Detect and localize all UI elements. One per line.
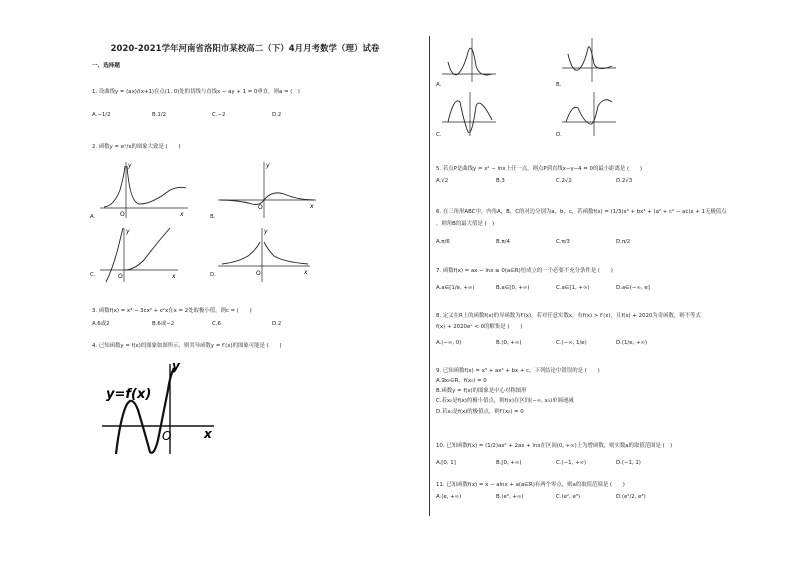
q9-option-d: D.若x₀是f(x)的极值点，则f′(x₀) = 0 bbox=[436, 409, 524, 415]
question-8-stem-cont: f(x) + 2020eˣ < 0的解集是 ( ) bbox=[436, 324, 523, 330]
question-5-stem: 5. 若点P是曲线y = x² − lnx上任一点，则点P到直线x−y−4 = 0的最小距离是 ( ) bbox=[436, 166, 643, 172]
x-label: x bbox=[310, 203, 314, 210]
x-label: x bbox=[172, 273, 176, 280]
q5-option-d: D.2√3 bbox=[616, 178, 633, 184]
function-label: y=f(x) bbox=[106, 387, 152, 402]
curve bbox=[220, 193, 314, 205]
q5-option-a: A.√2 bbox=[436, 178, 449, 184]
q11-option-d: D.(e²/2, e³) bbox=[616, 494, 646, 500]
question-10-stem: 10. 已知函数f(x) = (1/2)ax² + 2ax + lnx在区间(0, +∞)上为增函数，则实数a的取值范围是 ( ) bbox=[436, 443, 673, 449]
q8-option-b: B.(0, +∞) bbox=[496, 340, 522, 346]
question-2-stem: 2. 函数y = eˣ/x的图象大致是 ( ) bbox=[92, 144, 181, 150]
q3-option-a: A.6或2 bbox=[92, 321, 110, 327]
question-1-stem: 1. 设曲线y = (ax)/(x+1)在点(1, 0)处的切线与直线x − ay + 1 = 0垂直，则a = ( ) bbox=[92, 89, 300, 95]
q4-label-a: A. bbox=[436, 82, 442, 88]
q2-graph-d bbox=[218, 226, 318, 282]
curve-left bbox=[222, 242, 260, 264]
section-heading: 一、选择题 bbox=[92, 63, 120, 69]
q4-label-b: B. bbox=[556, 82, 562, 88]
q1-option-d: D.2 bbox=[272, 112, 282, 118]
curve-left bbox=[104, 166, 125, 207]
q7-option-b: B.a∈[0, +∞) bbox=[496, 285, 530, 291]
q11-option-b: B.(e², +∞) bbox=[496, 494, 524, 500]
q6-option-d: D.π/2 bbox=[616, 239, 631, 245]
q2-label-a: A. bbox=[90, 214, 96, 220]
origin-label: O bbox=[120, 211, 125, 218]
q9-option-a: A.∃x₀∈R，f(x₀) = 0 bbox=[436, 378, 487, 384]
q2-graph-c bbox=[100, 226, 190, 282]
q2-graph-a bbox=[100, 160, 190, 218]
q10-option-d: D.(−1, 1) bbox=[616, 460, 641, 466]
q8-option-a: A.(−∞, 0) bbox=[436, 340, 462, 346]
q5-option-c: C.2√2 bbox=[556, 178, 572, 184]
q6-option-c: C.π/3 bbox=[556, 239, 570, 245]
q1-option-c: C.−2 bbox=[212, 112, 226, 118]
x-label: x bbox=[304, 269, 308, 276]
q4-graph-c bbox=[442, 92, 498, 136]
q11-option-a: A.(e, +∞) bbox=[436, 494, 462, 500]
question-11-stem: 11. 已知函数f(x) = x − alnx + a(a∈R)有两个零点，则a的取值范围是 ( ) bbox=[436, 482, 625, 488]
q3-option-c: C.6 bbox=[212, 321, 221, 327]
curve bbox=[566, 100, 612, 124]
origin-label: O bbox=[258, 204, 263, 211]
question-7-stem: 7. 函数f(x) = ax − lnx ≥ 0(a∈R)恒成立的一个必要不充分条件是 ( ) bbox=[436, 268, 613, 274]
origin-label: O bbox=[256, 270, 261, 277]
question-9-stem: 9. 已知函数f(x) = x³ + ax² + bx + c，下列结论中错误的是 ( ) bbox=[436, 368, 600, 374]
question-4-stem: 4. 已知函数y = f(x)的图象如图所示，则其导函数y = f′(x)的图象可能是 ( ) bbox=[92, 343, 282, 349]
y-label: y bbox=[128, 162, 132, 169]
q11-option-c: C.(e², e³) bbox=[556, 494, 581, 500]
q7-option-d: D.a∈(−∞, e] bbox=[616, 285, 650, 291]
q7-option-a: A.a∈[1/e, +∞) bbox=[436, 285, 475, 291]
q2-label-c: C. bbox=[90, 272, 96, 278]
q2-label-b: B. bbox=[210, 214, 216, 220]
curve bbox=[448, 48, 492, 75]
y-label: y bbox=[264, 228, 268, 235]
q4-label-c: C. bbox=[436, 132, 442, 138]
y-label: y bbox=[126, 228, 130, 235]
question-6-stem-cont: ，则角B的最大值是 ( ) bbox=[436, 221, 495, 227]
exam-title: 2020-2021学年河南省洛阳市某校高二（下）4月月考数学（理）试卷 bbox=[110, 43, 380, 53]
question-6-stem: 6. 在三角形ABC中，内角A，B，C的对边分别为a，b，c，若函数f(x) = (1/3)x³ + bx² + (a² + c² − ac)x + 1无极值点 bbox=[436, 209, 727, 215]
curve-right bbox=[127, 166, 186, 204]
q5-option-b: B.3 bbox=[496, 178, 505, 184]
q1-option-b: B.1/2 bbox=[152, 112, 167, 118]
q7-option-c: C.a∈[1, +∞) bbox=[556, 285, 590, 291]
q10-option-a: A.[0, 1] bbox=[436, 460, 456, 466]
curve-right bbox=[264, 242, 308, 264]
q2-graph-b bbox=[218, 160, 318, 218]
q3-option-b: B.6或−2 bbox=[152, 321, 175, 327]
q2-label-d: D. bbox=[210, 272, 216, 278]
q1-option-a: A.−1/2 bbox=[92, 112, 111, 118]
question-3-stem: 3. 函数f(x) = x³ − 3cx² + c²x在x = 2处取极小值，则c = ( ) bbox=[92, 308, 252, 314]
q4-figure bbox=[100, 360, 220, 456]
column-divider bbox=[429, 36, 430, 516]
origin-label: O bbox=[162, 429, 172, 443]
y-label: y bbox=[266, 162, 270, 169]
curve-right bbox=[125, 228, 170, 270]
q4-graph-a bbox=[442, 38, 498, 82]
q9-option-c: C.若x₀是f(x)的极小值点，则f(x)在区间(−∞, x₀)单调递减 bbox=[436, 398, 574, 404]
q6-option-a: A.π/6 bbox=[436, 239, 450, 245]
q6-option-b: B.π/4 bbox=[496, 239, 510, 245]
q4-graph-b bbox=[562, 38, 618, 82]
question-8-stem: 8. 定义在R上的函数f(x)的导函数为f′(x)，若对任意实数x，有f(x) > f′(x)，且f(x) + 2020为奇函数，则不等式 bbox=[436, 313, 701, 319]
q4-graph-d bbox=[562, 92, 618, 136]
q10-option-c: C.(−1, +∞) bbox=[556, 460, 587, 466]
q8-option-c: C.(−∞, 1/e) bbox=[556, 340, 587, 346]
q10-option-b: B.[0, +∞) bbox=[496, 460, 522, 466]
curve bbox=[568, 47, 612, 70]
x-label: x bbox=[204, 427, 212, 441]
y-label: y bbox=[172, 359, 180, 373]
q9-option-b: B.函数y = f(x)的图象是中心对称图形 bbox=[436, 388, 527, 394]
q4-label-d: D. bbox=[556, 132, 562, 138]
x-label: x bbox=[180, 211, 184, 218]
q8-option-d: D.(1/e, +∞) bbox=[616, 340, 648, 346]
q3-option-d: D.2 bbox=[272, 321, 282, 327]
origin-label: O bbox=[118, 273, 123, 280]
